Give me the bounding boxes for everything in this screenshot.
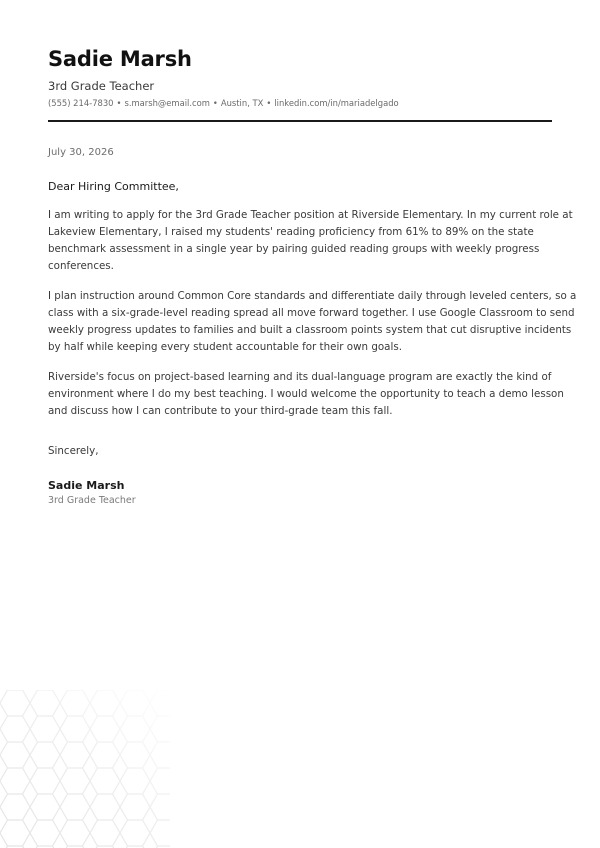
signature-role: 3rd Grade Teacher [48,495,136,506]
contact-separator: • [116,98,122,108]
applicant-name: Sadie Marsh [48,47,192,71]
paragraph-line: conferences. [48,260,114,272]
signature-name: Sadie Marsh [48,479,125,492]
header-divider [48,120,552,122]
paragraph-line: and discuss how I can contribute to your third-grade team this fall. [48,405,393,417]
paragraph-line: I plan instruction around Common Core standards and differentiate daily through leveled centers, so a [48,290,577,302]
contact-separator: • [212,98,218,108]
contact-line [48,98,399,108]
paragraph-line: environment where I do my best teaching. I would welcome the opportunity to teach a demo lesson [48,388,564,400]
contact-separator: • [266,98,272,108]
paragraph-line: I am writing to apply for the 3rd Grade Teacher position at Riverside Elementary. In my current role at [48,209,573,221]
closing: Sincerely, [48,445,99,457]
paragraph-line: benchmark assessment in a single year by pairing guided reading groups with weekly progress [48,243,540,255]
applicant-role: 3rd Grade Teacher [48,79,155,93]
hexagon-pattern-icon [0,690,170,848]
paragraph-line: Lakeview Elementary, I raised my students' reading proficiency from 61% to 89% on the state [48,226,534,238]
letter-date: July 30, 2026 [48,147,114,158]
body-paragraph-3 [48,369,564,420]
paragraph-line: Riverside's focus on project-based learning and its dual-language program are exactly the kind of [48,371,552,383]
body-paragraph-2 [48,288,577,356]
paragraph-line: class with a six-grade-level reading spread all move forward together. I use Google Classroom to send [48,307,575,319]
contact-phone: (555) 214-7830 [48,98,114,108]
paragraph-line: by half while keeping every student accountable for their own goals. [48,341,402,353]
contact-linkedin[interactable]: linkedin.com/in/mariadelgado [274,98,399,108]
body-paragraph-1 [48,207,573,275]
paragraph-line: weekly progress updates to families and built a classroom points system that cut disruptive incidents [48,324,572,336]
salutation: Dear Hiring Committee, [48,180,179,193]
contact-email[interactable]: s.marsh@email.com [124,98,210,108]
contact-location: Austin, TX [220,98,264,108]
